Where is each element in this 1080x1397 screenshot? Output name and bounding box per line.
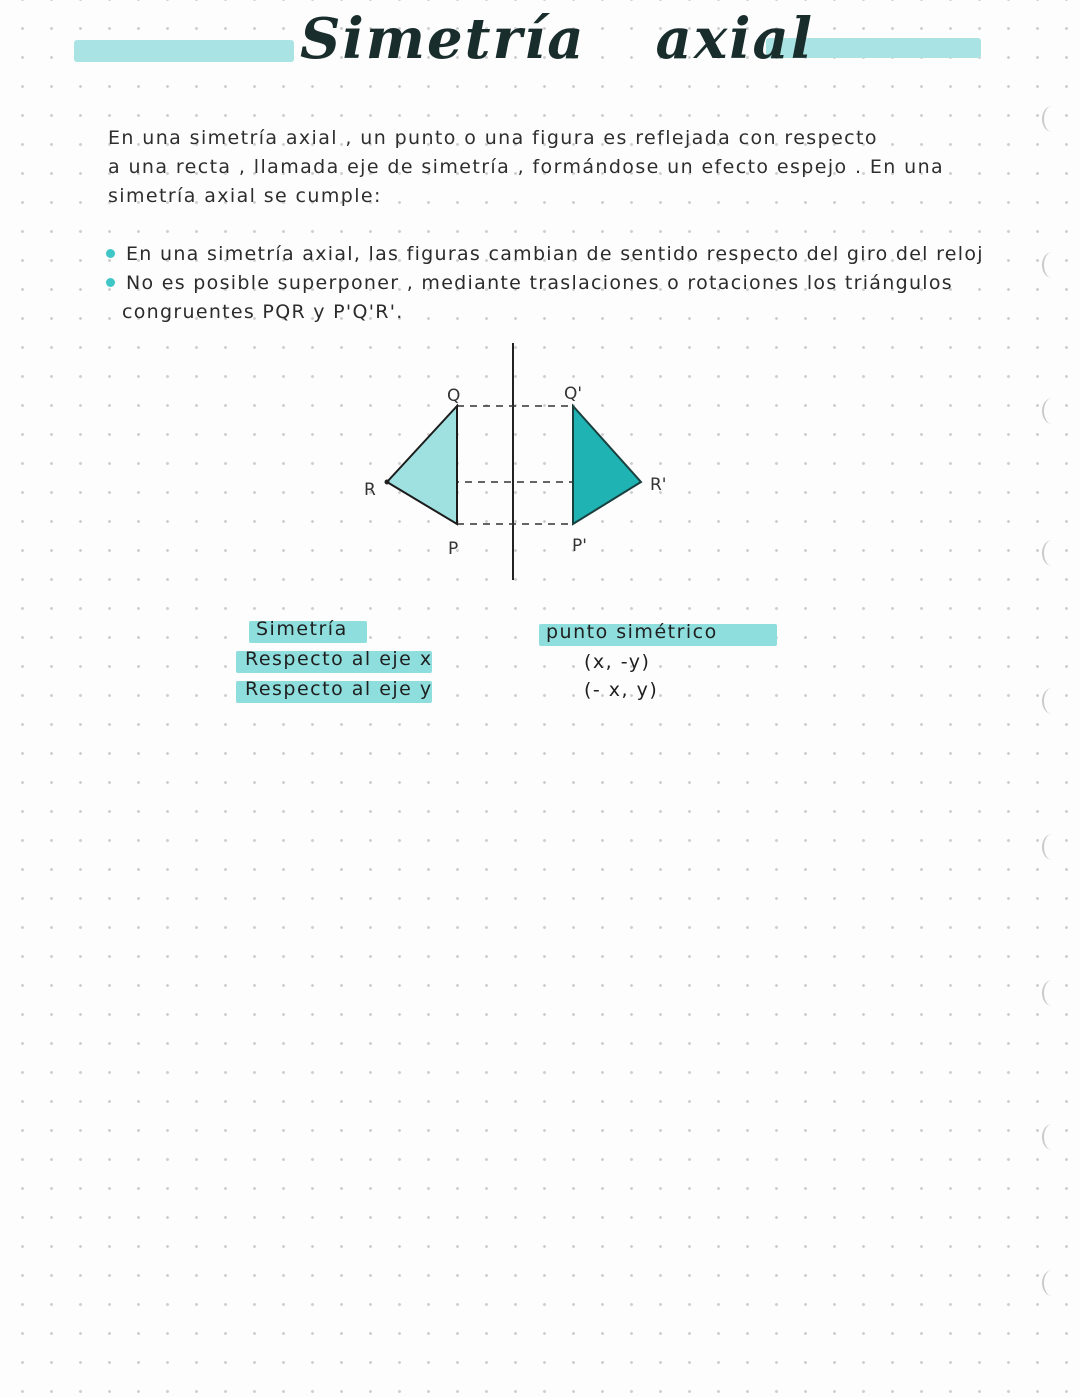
label-q-prime: Q' <box>564 384 583 404</box>
bullet-dot-icon <box>106 249 115 258</box>
page-title <box>300 6 815 86</box>
binder-hole <box>1042 1124 1062 1150</box>
triangle-pqr-reflected <box>573 406 641 524</box>
triangle-pqr <box>387 406 457 524</box>
table-row-1-left: Respecto al eje x <box>245 648 433 670</box>
binder-hole <box>1042 398 1062 424</box>
binder-hole <box>1042 540 1062 566</box>
paragraph-line: a una recta , llamada eje de simetría , formándose un efecto espejo . En una <box>108 156 945 178</box>
binder-hole <box>1042 834 1062 860</box>
label-r: R <box>364 480 376 500</box>
title-highlight-left <box>74 40 294 62</box>
table-header-left: Simetría <box>256 618 348 640</box>
paragraph-line: simetría axial se cumple: <box>108 185 382 207</box>
bullet-dot-icon <box>106 278 115 287</box>
table-header-right: punto simétrico <box>546 621 718 643</box>
bullet-text: En una simetría axial, las figuras cambian de sentido respecto del giro del reloj <box>126 243 984 265</box>
label-q: Q <box>447 386 461 406</box>
binder-hole <box>1042 980 1062 1006</box>
table-row-1-right: (x, -y) <box>584 651 651 673</box>
binder-hole <box>1042 252 1062 278</box>
table-row-2-right: (- x, y) <box>584 679 659 701</box>
intro-paragraph <box>108 124 948 211</box>
bullet-continuation: congruentes PQR y P'Q'R'. <box>122 301 404 323</box>
title-word-2: axial <box>655 6 815 72</box>
bullet-text: No es posible superponer , mediante traslaciones o rotaciones los triángulos <box>126 272 953 294</box>
label-p: P <box>448 539 459 559</box>
symmetry-diagram <box>350 335 710 585</box>
bullet-item <box>104 269 974 298</box>
binder-hole <box>1042 106 1062 132</box>
binder-hole <box>1042 688 1062 714</box>
bullet-item <box>104 240 984 269</box>
binder-hole <box>1042 1270 1062 1296</box>
paragraph-line: En una simetría axial , un punto o una figura es reflejada con respecto <box>108 127 878 149</box>
table-row-2-left: Respecto al eje y <box>245 678 433 700</box>
bullet-list <box>104 240 984 327</box>
point-r <box>385 480 390 485</box>
label-r-prime: R' <box>650 475 667 495</box>
label-p-prime: P' <box>572 536 587 556</box>
title-word-1: Simetría <box>300 6 586 72</box>
